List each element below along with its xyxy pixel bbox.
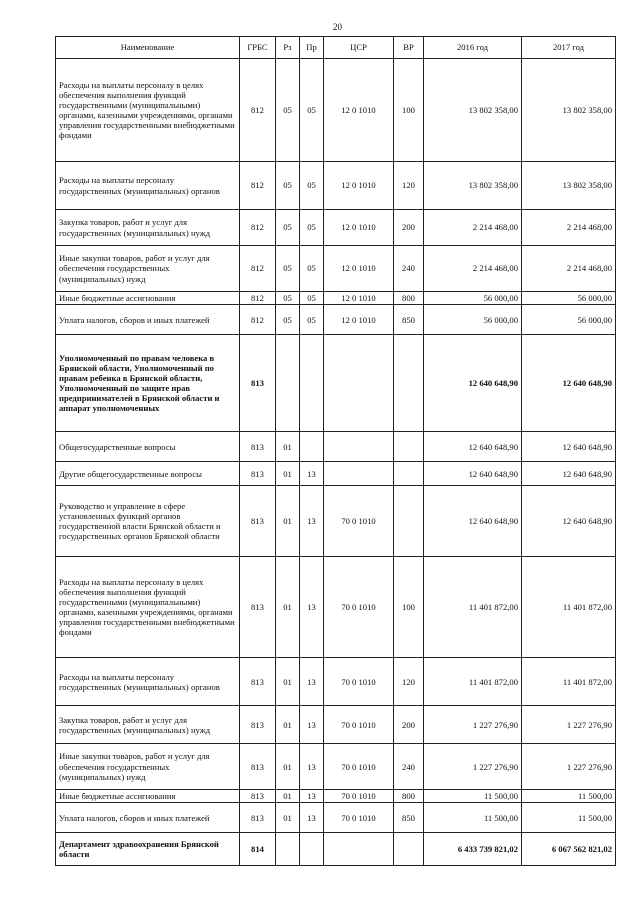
row-vr: 800	[394, 292, 424, 305]
header-csr: ЦСР	[324, 37, 394, 59]
row-pr: 05	[300, 210, 324, 246]
row-pr: 13	[300, 658, 324, 706]
row-grbs: 813	[240, 658, 276, 706]
row-vr: 200	[394, 706, 424, 744]
row-vr: 800	[394, 790, 424, 803]
header-name: Наименование	[56, 37, 240, 59]
table-row	[56, 833, 616, 866]
table-row	[56, 790, 616, 803]
header-row	[56, 37, 616, 59]
row-2016: 12 640 648,90	[424, 462, 522, 486]
row-rz: 01	[276, 658, 300, 706]
row-2017: 2 214 468,00	[522, 246, 616, 292]
row-csr: 12 0 1010	[324, 292, 394, 305]
row-rz: 05	[276, 292, 300, 305]
row-name: Иные закупки товаров, работ и услуг для обеспечения государственных (муниципальных) нужд	[56, 744, 240, 790]
row-2017: 2 214 468,00	[522, 210, 616, 246]
row-grbs: 812	[240, 162, 276, 210]
row-rz: 01	[276, 432, 300, 462]
row-2016: 6 433 739 821,02	[424, 833, 522, 866]
row-2017: 12 640 648,90	[522, 432, 616, 462]
row-csr: 12 0 1010	[324, 162, 394, 210]
row-pr: 05	[300, 162, 324, 210]
table-row	[56, 658, 616, 706]
row-vr: 100	[394, 557, 424, 658]
row-name: Руководство и управление в сфере установленных функций органов государственной власти Брянской области и государственных органов Брянской области	[56, 486, 240, 557]
row-grbs: 813	[240, 557, 276, 658]
row-vr	[394, 486, 424, 557]
row-rz	[276, 335, 300, 432]
row-2016: 1 227 276,90	[424, 706, 522, 744]
row-pr: 13	[300, 557, 324, 658]
table-row	[56, 706, 616, 744]
row-rz: 05	[276, 305, 300, 335]
row-rz: 05	[276, 59, 300, 162]
row-grbs: 812	[240, 305, 276, 335]
row-vr	[394, 833, 424, 866]
row-csr: 70 0 1010	[324, 486, 394, 557]
row-pr: 13	[300, 462, 324, 486]
header-rz: Рз	[276, 37, 300, 59]
row-vr: 850	[394, 803, 424, 833]
row-rz: 05	[276, 246, 300, 292]
row-vr	[394, 432, 424, 462]
row-vr: 850	[394, 305, 424, 335]
row-2017: 56 000,00	[522, 305, 616, 335]
table-row	[56, 486, 616, 557]
row-pr: 13	[300, 706, 324, 744]
row-name: Иные закупки товаров, работ и услуг для обеспечения государственных (муниципальных) нужд	[56, 246, 240, 292]
row-pr: 05	[300, 305, 324, 335]
table-row	[56, 59, 616, 162]
row-grbs: 812	[240, 210, 276, 246]
row-name: Уполномоченный по правам человека в Брянской области, Уполномоченный по правам ребенка в Брянской области, Уполномоченный по защите прав предпринимателей в Брянской области и аппарат уполномоченных	[56, 335, 240, 432]
table-row	[56, 210, 616, 246]
row-vr	[394, 462, 424, 486]
row-2016: 1 227 276,90	[424, 744, 522, 790]
row-csr: 70 0 1010	[324, 658, 394, 706]
row-csr: 70 0 1010	[324, 706, 394, 744]
row-2016: 11 401 872,00	[424, 557, 522, 658]
table-row	[56, 744, 616, 790]
row-vr: 200	[394, 210, 424, 246]
row-csr: 12 0 1010	[324, 210, 394, 246]
row-2017: 12 640 648,90	[522, 462, 616, 486]
row-rz: 05	[276, 210, 300, 246]
table-row	[56, 162, 616, 210]
row-grbs: 813	[240, 803, 276, 833]
row-name: Расходы на выплаты персоналу в целях обеспечения выполнения функций государственными (муниципальными) органами, казенными учреждениями, органами управления государственными внебюджетными фондами	[56, 557, 240, 658]
row-rz: 01	[276, 486, 300, 557]
row-csr: 12 0 1010	[324, 305, 394, 335]
table-row	[56, 305, 616, 335]
row-grbs: 813	[240, 706, 276, 744]
row-pr	[300, 432, 324, 462]
row-2017: 1 227 276,90	[522, 744, 616, 790]
row-name: Закупка товаров, работ и услуг для государственных (муниципальных) нужд	[56, 210, 240, 246]
row-vr	[394, 335, 424, 432]
row-rz: 01	[276, 803, 300, 833]
row-grbs: 813	[240, 744, 276, 790]
page-number: 20	[333, 22, 342, 32]
row-2016: 12 640 648,90	[424, 432, 522, 462]
row-vr: 100	[394, 59, 424, 162]
row-csr: 12 0 1010	[324, 246, 394, 292]
row-pr: 13	[300, 744, 324, 790]
row-rz: 05	[276, 162, 300, 210]
row-rz: 01	[276, 462, 300, 486]
row-pr: 05	[300, 292, 324, 305]
row-grbs: 813	[240, 790, 276, 803]
row-2017: 11 401 872,00	[522, 658, 616, 706]
row-name: Иные бюджетные ассигнования	[56, 292, 240, 305]
row-pr: 05	[300, 246, 324, 292]
row-csr: 70 0 1010	[324, 803, 394, 833]
row-csr	[324, 335, 394, 432]
row-name: Общегосударственные вопросы	[56, 432, 240, 462]
table-row	[56, 462, 616, 486]
header-grbs: ГРБС	[240, 37, 276, 59]
header-vr: ВР	[394, 37, 424, 59]
table-row	[56, 803, 616, 833]
budget-table	[55, 36, 616, 866]
row-grbs: 813	[240, 432, 276, 462]
row-2017: 11 500,00	[522, 790, 616, 803]
row-2016: 13 802 358,00	[424, 59, 522, 162]
row-2017: 1 227 276,90	[522, 706, 616, 744]
row-rz: 01	[276, 706, 300, 744]
row-2017: 12 640 648,90	[522, 486, 616, 557]
row-grbs: 813	[240, 335, 276, 432]
row-grbs: 813	[240, 462, 276, 486]
table-row	[56, 246, 616, 292]
table-row	[56, 432, 616, 462]
table-row	[56, 335, 616, 432]
row-2017: 12 640 648,90	[522, 335, 616, 432]
row-name: Департамент здравоохранения Брянской области	[56, 833, 240, 866]
row-csr	[324, 432, 394, 462]
row-grbs: 814	[240, 833, 276, 866]
row-pr: 05	[300, 59, 324, 162]
row-name: Уплата налогов, сборов и иных платежей	[56, 803, 240, 833]
row-rz	[276, 833, 300, 866]
row-2016: 12 640 648,90	[424, 335, 522, 432]
row-name: Расходы на выплаты персоналу государственных (муниципальных) органов	[56, 162, 240, 210]
row-pr	[300, 833, 324, 866]
header-pr: Пр	[300, 37, 324, 59]
row-2017: 13 802 358,00	[522, 162, 616, 210]
row-vr: 240	[394, 246, 424, 292]
header-2016: 2016 год	[424, 37, 522, 59]
row-2017: 11 401 872,00	[522, 557, 616, 658]
row-grbs: 812	[240, 292, 276, 305]
row-vr: 240	[394, 744, 424, 790]
row-2016: 56 000,00	[424, 305, 522, 335]
row-pr: 13	[300, 486, 324, 557]
row-2016: 2 214 468,00	[424, 246, 522, 292]
header-2017: 2017 год	[522, 37, 616, 59]
row-vr: 120	[394, 162, 424, 210]
row-name: Расходы на выплаты персоналу государственных (муниципальных) органов	[56, 658, 240, 706]
row-pr: 13	[300, 803, 324, 833]
row-pr	[300, 335, 324, 432]
row-2016: 11 500,00	[424, 803, 522, 833]
row-2016: 11 500,00	[424, 790, 522, 803]
row-2016: 12 640 648,90	[424, 486, 522, 557]
row-csr	[324, 833, 394, 866]
row-name: Иные бюджетные ассигнования	[56, 790, 240, 803]
row-csr	[324, 462, 394, 486]
row-2016: 56 000,00	[424, 292, 522, 305]
row-rz: 01	[276, 790, 300, 803]
row-rz: 01	[276, 744, 300, 790]
row-2017: 13 802 358,00	[522, 59, 616, 162]
row-pr: 13	[300, 790, 324, 803]
row-grbs: 812	[240, 59, 276, 162]
row-name: Другие общегосударственные вопросы	[56, 462, 240, 486]
table-row	[56, 557, 616, 658]
row-name: Закупка товаров, работ и услуг для государственных (муниципальных) нужд	[56, 706, 240, 744]
row-2016: 13 802 358,00	[424, 162, 522, 210]
row-2017: 6 067 562 821,02	[522, 833, 616, 866]
row-csr: 70 0 1010	[324, 790, 394, 803]
row-csr: 70 0 1010	[324, 557, 394, 658]
table-row	[56, 292, 616, 305]
row-name: Уплата налогов, сборов и иных платежей	[56, 305, 240, 335]
row-2017: 56 000,00	[522, 292, 616, 305]
row-csr: 70 0 1010	[324, 744, 394, 790]
row-grbs: 812	[240, 246, 276, 292]
row-2016: 2 214 468,00	[424, 210, 522, 246]
row-2017: 11 500,00	[522, 803, 616, 833]
row-csr: 12 0 1010	[324, 59, 394, 162]
row-vr: 120	[394, 658, 424, 706]
row-grbs: 813	[240, 486, 276, 557]
row-2016: 11 401 872,00	[424, 658, 522, 706]
row-name: Расходы на выплаты персоналу в целях обеспечения выполнения функций государственными (муниципальными) органами, казенными учреждениями, органами управления государственными внебюджетными фондами	[56, 59, 240, 162]
row-rz: 01	[276, 557, 300, 658]
